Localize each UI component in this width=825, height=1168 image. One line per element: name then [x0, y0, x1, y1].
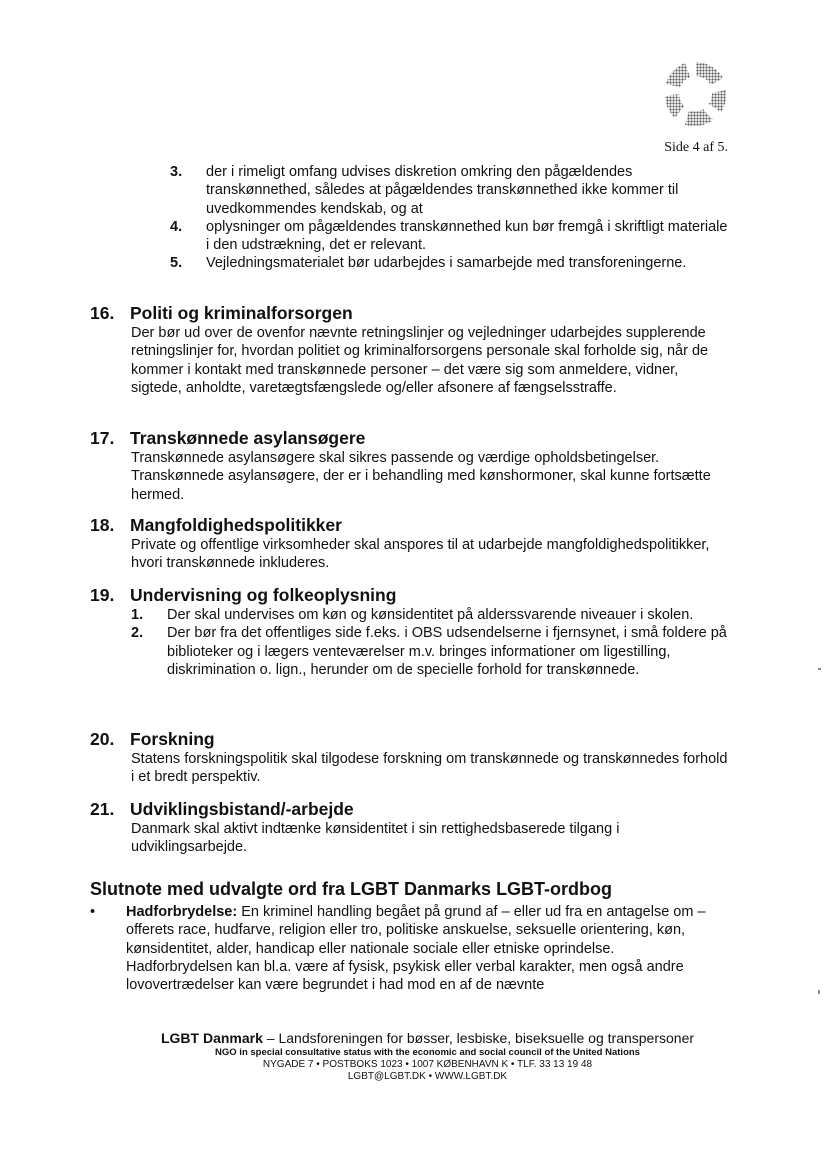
section-18: [90, 514, 730, 573]
list-item: [170, 254, 730, 272]
list-number: 5.: [170, 255, 183, 272]
section-body: Der bør ud over de ovenfor nævnte retningslinjer og vejledninger udarbejdes supplerende retningslinjer for, hvordan politiet og kriminalforsorgens personale skal forholde sig, når de kommer i kontakt med transkønnede personer – det være sig som anmeldere, vidner, sigtede, anholdte, varetægtsfængslede og/eller afsonere af fængselsstraffe.: [131, 325, 709, 396]
list-number: 3.: [170, 164, 183, 180]
section-title: Forskning: [130, 729, 215, 749]
section-heading: [90, 302, 730, 324]
section-heading: [90, 728, 730, 750]
section-number: 18.: [90, 515, 115, 535]
section-title: Undervisning og folkeoplysning: [130, 585, 397, 605]
page-number: Side 4 af 5.: [664, 140, 728, 155]
section-16: [90, 302, 730, 397]
section-20: [90, 728, 730, 787]
section-title: Mangfoldighedspolitikker: [130, 515, 342, 535]
scan-mark: [818, 668, 821, 670]
endnote-term: Hadforbrydelse:: [126, 904, 238, 920]
list-item: [170, 218, 730, 255]
section-number: 19.: [90, 585, 115, 605]
footer-address: NYGADE 7 • POSTBOKS 1023 • 1007 KØBENHAVN K • TLF. 33 13 19 48: [262, 1059, 593, 1070]
section-17: [90, 427, 730, 504]
footer-ngo: NGO in special consultative status with the economic and social council of the United Nations: [215, 1047, 640, 1058]
list-number: 2.: [131, 625, 144, 642]
continued-list: [170, 163, 730, 273]
section-19: [90, 584, 730, 679]
endnote-text: [126, 903, 730, 994]
list-item: [170, 163, 730, 218]
section-body: Statens forskningspolitik skal tilgodese forskning om transkønnede og transkønnedes forhold i et bredt perspektiv.: [131, 751, 728, 786]
lgbt-logo-icon: [663, 60, 729, 128]
endnote-entry: [90, 903, 730, 994]
list-text: der i rimeligt omfang udvises diskretion omkring den pågældendes transkønnethed, således at pågældendes transkønnethed ikke kommer til uvedkommendes kendskab, og at: [206, 164, 679, 217]
endnote-continuation: Hadforbrydelsen kan bl.a. være af fysisk, psykisk eller verbal karakter, men også andre lovovertrædelser kan være begrundet i had mod en af de nævnte: [126, 958, 684, 994]
list-number: 1.: [131, 607, 144, 623]
section-title: Udviklingsbistand/-arbejde: [130, 799, 354, 819]
bullet-icon: •: [90, 904, 96, 920]
section-21: [90, 798, 730, 857]
scan-mark: [818, 990, 820, 994]
section-heading: [90, 427, 730, 449]
footer-org-line: [30, 1030, 825, 1047]
section-number: 21.: [90, 799, 115, 819]
section-title: Politi og kriminalforsorgen: [130, 303, 353, 323]
section-body: Danmark skal aktivt indtænke kønsidentitet i sin rettighedsbaserede tilgang i udviklingsarbejde.: [131, 821, 620, 856]
list-number: 4.: [170, 218, 183, 235]
endnote-title: Slutnote med udvalgte ord fra LGBT Danmarks LGBT-ordbog: [90, 879, 613, 899]
section-sublist: [131, 606, 730, 679]
endnote-definition: En kriminel handling begået på grund af – eller ud fra en antagelse om – offerets race, hudfarve, religion eller tro, politiske anskuelse, seksuelle orientering, køn, kønsidentitet, alder, handicap eller nationale sociale eller etniske oprindelse.: [126, 904, 706, 957]
section-number: 20.: [90, 729, 115, 749]
section-body: Private og offentlige virksomheder skal anspores til at udarbejde mangfoldighedspolitikker, hvori transkønnede inkluderes.: [131, 537, 710, 572]
section-number: 17.: [90, 428, 115, 448]
section-number: 16.: [90, 303, 115, 323]
section-heading: [90, 798, 730, 820]
footer-tagline: – Landsforeningen for bøsser, lesbiske, biseksuelle og transpersoner: [262, 1030, 695, 1046]
footer-contact: LGBT@LGBT.DK • WWW.LGBT.DK: [347, 1071, 508, 1082]
list-text: Der skal undervises om køn og kønsidentitet på alderssvarende niveauer i skolen.: [167, 607, 694, 623]
list-item: [131, 624, 730, 679]
list-text: Vejledningsmaterialet bør udarbejdes i samarbejde med transforeningerne.: [206, 255, 687, 272]
list-text: oplysninger om pågældendes transkønnethed kun bør fremgå i skriftligt materiale i den udstrækning, det er relevant.: [206, 218, 728, 254]
list-text: Der bør fra det offentliges side f.eks. i OBS udsendelserne i fjernsynet, i små foldere på biblioteker og i lægers venteværelser m.v. bringes informationer om ligestilling, diskrimination o. lign., herunder om de specielle forhold for transkønnede.: [167, 625, 727, 678]
section-heading: [90, 584, 730, 606]
section-title: Transkønnede asylansøgere: [130, 428, 366, 448]
section-body: Transkønnede asylansøgere skal sikres passende og værdige opholdsbetingelser. Transkønnede asylansøgere, der er i behandling med kønshormoner, skal kunne fortsætte hermed.: [131, 450, 711, 503]
footer-org: LGBT Danmark: [160, 1030, 263, 1046]
letterhead-footer: [0, 1030, 825, 1083]
section-heading: [90, 514, 730, 536]
list-item: [131, 606, 730, 624]
